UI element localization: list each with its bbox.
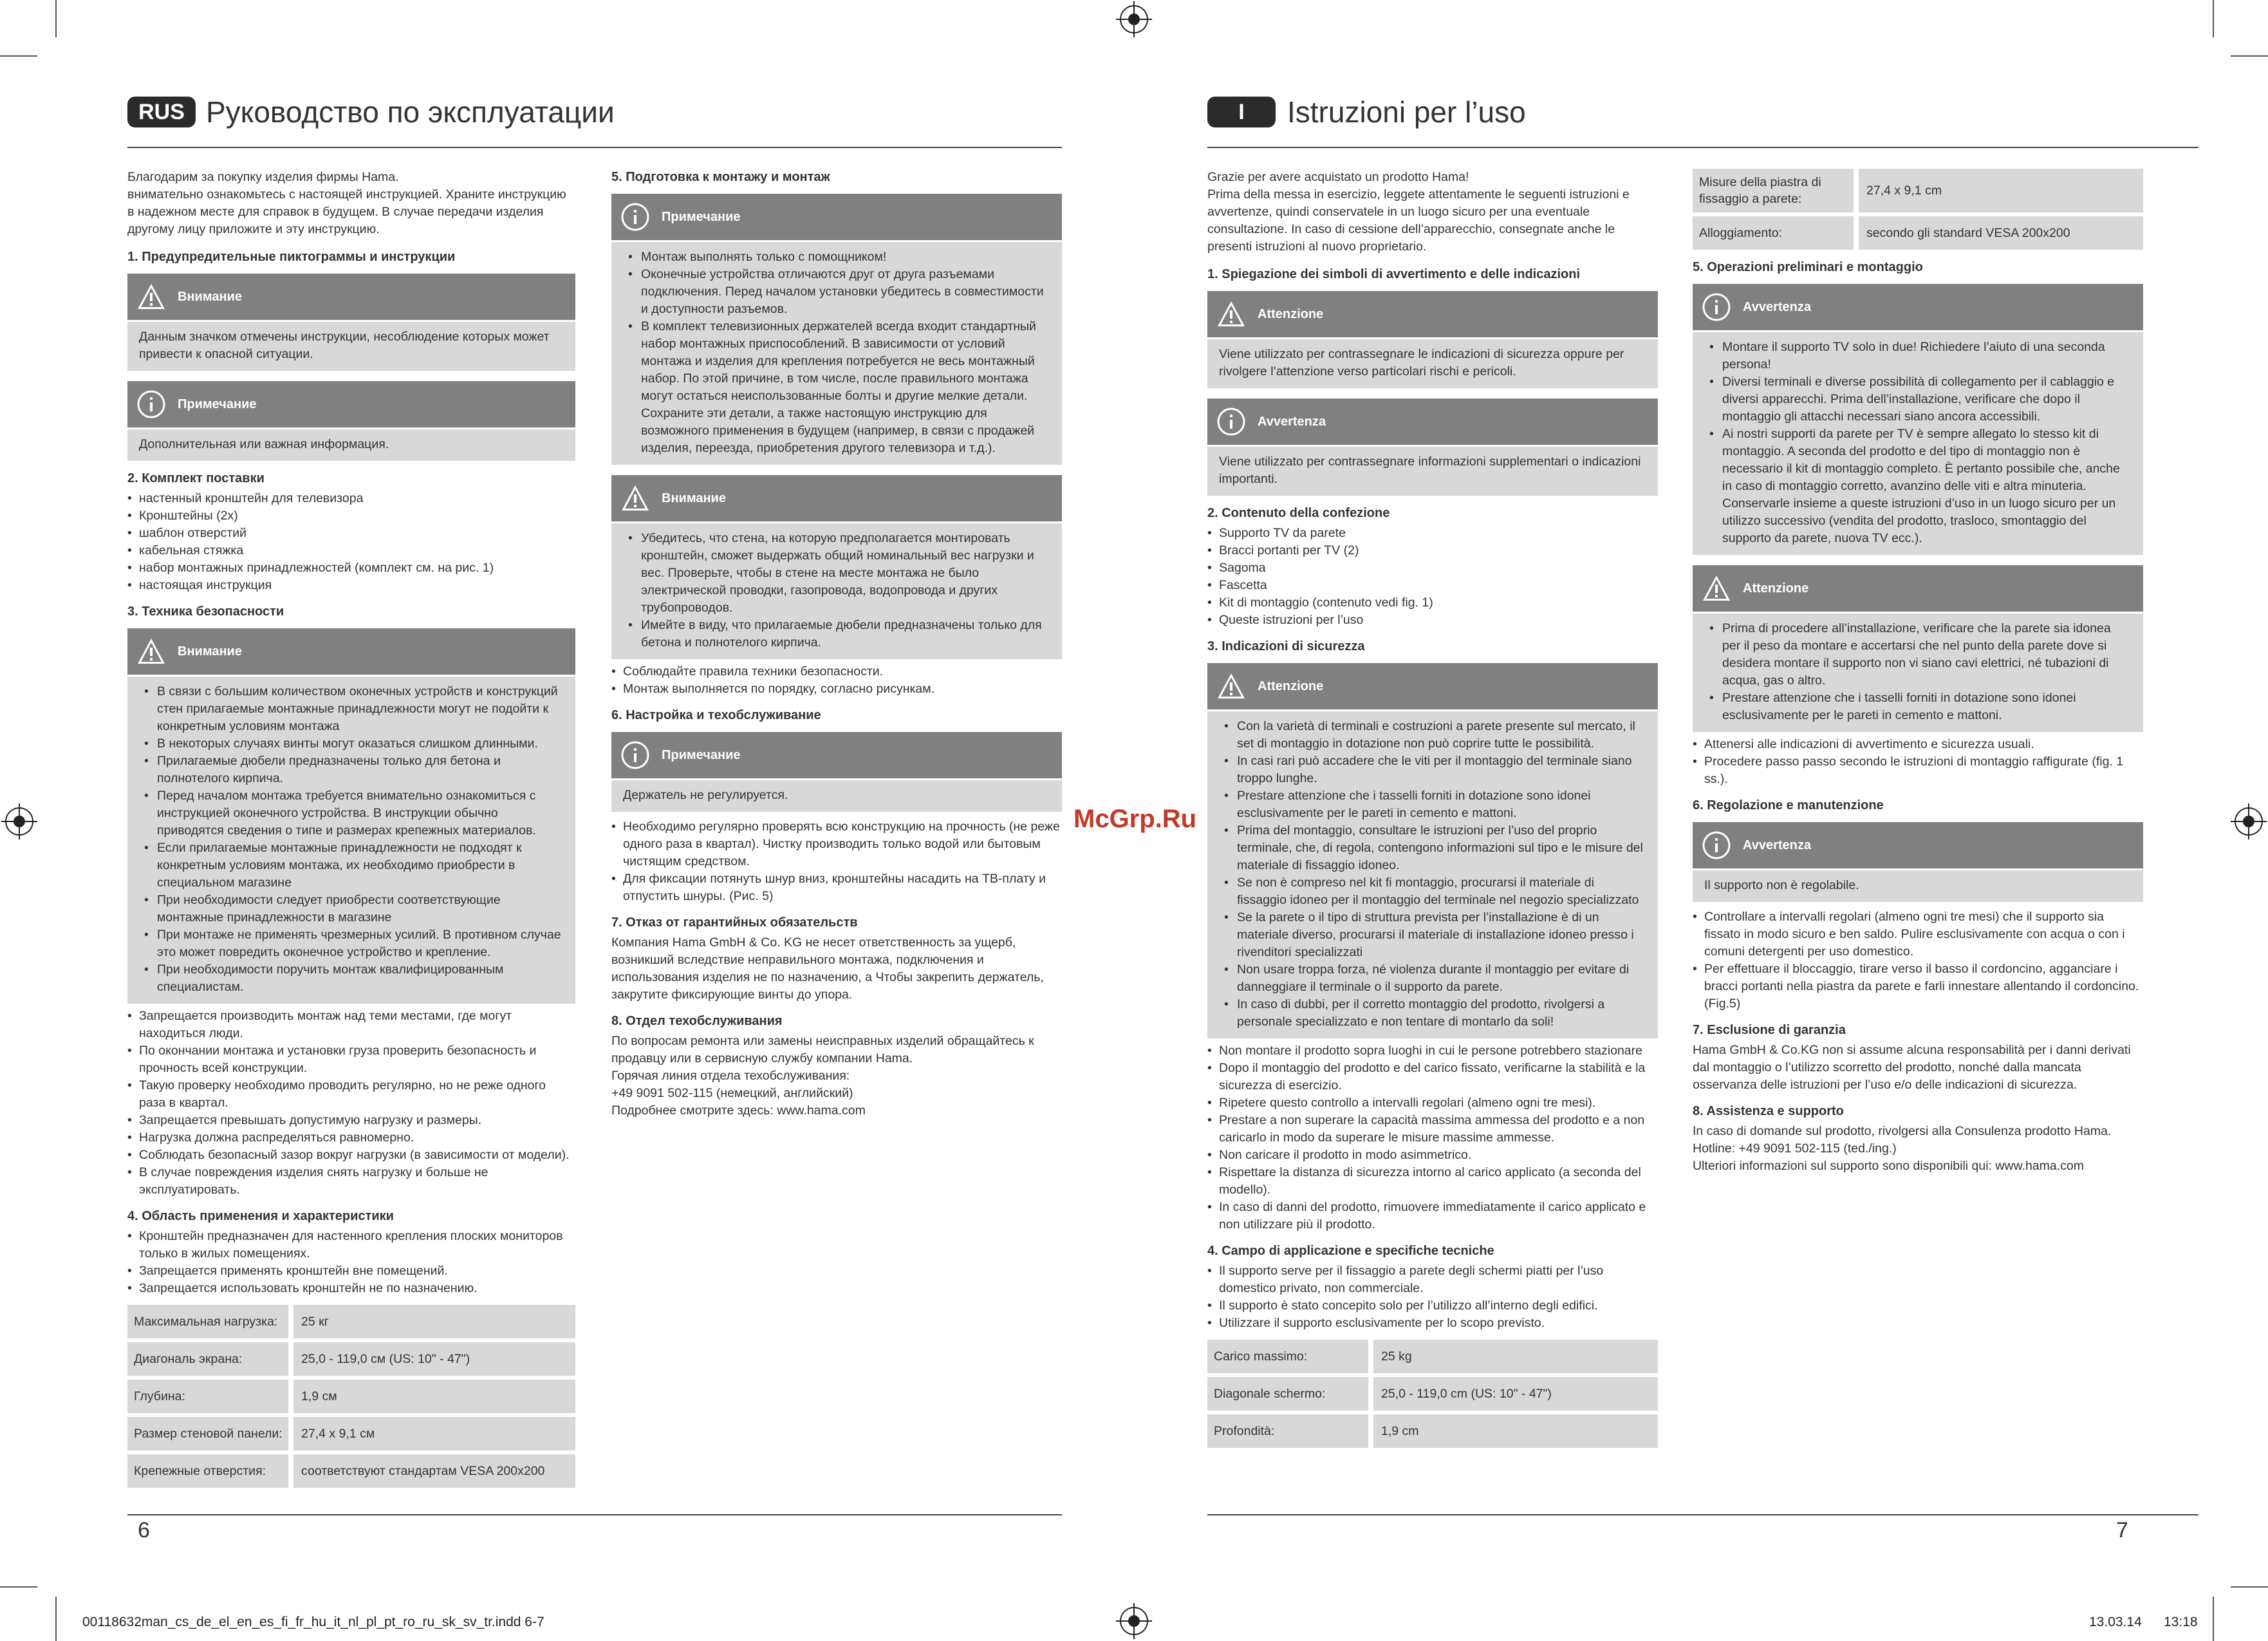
language-badge: I bbox=[1207, 97, 1276, 127]
list-item: • Запрещается использовать кронштейн не по назначению. bbox=[127, 1280, 575, 1297]
spec-value: 1,9 см bbox=[293, 1380, 575, 1413]
print-slug-file: 00118632man_cs_de_el_en_es_fi_fr_hu_it_nl_pl_pt_ro_ru_sk_sv_tr.indd 6-7 bbox=[82, 1615, 544, 1629]
section-title: 2. Contenuto della confezione bbox=[1207, 506, 1390, 520]
spec-key: Размер стеновой панели: bbox=[127, 1417, 288, 1450]
list-item: • Fascetta bbox=[1207, 577, 1658, 594]
spec-value: 27,4 x 9,1 cm bbox=[1859, 169, 2143, 212]
safety-list bbox=[1207, 1042, 1658, 1233]
page-title: Руководство по эксплуатации bbox=[206, 95, 615, 129]
list-item: • Кронштейн предназначен для настенного крепления плоских мониторов только в жилых помещениях. bbox=[127, 1228, 575, 1262]
list-item: • Queste istruzioni per l’uso bbox=[1207, 612, 1658, 629]
column-left bbox=[1207, 169, 1658, 1452]
list-item: • набор монтажных принадлежностей (комплект см. на рис. 1) bbox=[127, 559, 575, 577]
watermark-text: McGrp.Ru bbox=[1074, 805, 1197, 833]
list-item: • Соблюдать безопасный зазор вокруг нагрузки (в зависимости от модели). bbox=[127, 1147, 575, 1164]
warning-triangle-icon bbox=[620, 483, 650, 513]
note-label: Avvertenza bbox=[1258, 414, 1326, 429]
package-contents-list bbox=[127, 490, 575, 594]
column-right bbox=[611, 169, 1062, 1120]
mounting-list bbox=[611, 663, 1062, 698]
note-box-body: Держатель не регулируется. bbox=[611, 780, 1062, 812]
info-circle-icon bbox=[136, 389, 166, 419]
section-title: 8. Assistenza e supporto bbox=[1693, 1104, 1844, 1118]
footer-rule bbox=[127, 1514, 1062, 1515]
column-left bbox=[127, 169, 575, 1492]
table-row bbox=[1207, 1414, 1658, 1448]
note-box-header bbox=[611, 732, 1062, 778]
list-item: • Монтаж выполняется по порядку, согласно рисункам. bbox=[611, 680, 1062, 698]
warranty-text: Hama GmbH & Co.KG non si assume alcuna responsabilità per i danni derivati dal montaggio o l’utilizzo scorretto del prodotto, nonché dalla mancata osservanza delle istruzioni per l’uso e/o delle indicazioni di sicurezza. bbox=[1693, 1043, 2131, 1092]
list-item: • настенный кронштейн для телевизора bbox=[127, 490, 575, 507]
section-title: 6. Настройка и техобслуживание bbox=[611, 708, 821, 722]
section-title: 1. Предупредительные пиктограммы и инструкции bbox=[127, 250, 456, 264]
list-item: • Запрещается превышать допустимую нагрузку и размеры. bbox=[127, 1112, 575, 1129]
list-item: • Diversi terminali e diverse possibilità di collegamento per il cablaggio e diversi apparecchi. Prima dell’installazione, verificare che dopo il montaggio gli attacchi necessari siano ancora accessibili. bbox=[1704, 373, 2132, 426]
info-circle-icon bbox=[620, 740, 650, 770]
language-badge: RUS bbox=[127, 97, 196, 127]
list-item: • In casi rari può accadere che le viti per il montaggio del terminale siano troppo lunghe. bbox=[1219, 753, 1646, 787]
spec-value: соответствуют стандартам VESA 200x200 bbox=[293, 1454, 575, 1488]
print-slug-date: 13.03.14 bbox=[2089, 1615, 2142, 1629]
list-item: • Con la varietà di terminali e costruzioni a parete presente sul mercato, il set di montaggio in dotazione non può coprire tutte le possibilità. bbox=[1219, 718, 1646, 753]
maintenance-list bbox=[611, 818, 1062, 905]
note-label: Avvertenza bbox=[1743, 838, 1811, 852]
warning-box-body bbox=[127, 677, 575, 1004]
note-box-body: Viene utilizzato per contrassegnare informazioni supplementari o indicazioni importanti. bbox=[1207, 447, 1658, 496]
list-item: • Для фиксации потянуть шнур вниз, кронштейны насадить на ТВ-плату и отпустить шнуры. (Рис. 5) bbox=[611, 870, 1062, 905]
intro-paragraph: внимательно ознакомьтесь с настоящей инструкцией. Храните инструкцию в надежном месте для справок в будущем. В случае передачи изделия другому лицу приложите и эту инструкцию. bbox=[127, 187, 566, 236]
list-item: • Se non è compreso nel kit fi montaggio, procurarsi il materiale di fissaggio idoneo per il montaggio del terminale nel negozio specializzato bbox=[1219, 874, 1646, 909]
list-item: • В случае повреждения изделия снять нагрузку и больше не эксплуатировать. bbox=[127, 1164, 575, 1199]
header-rule bbox=[127, 147, 1062, 148]
list-item: • Il supporto è stato concepito solo per l’utilizzo all’interno degli edifici. bbox=[1207, 1297, 1658, 1315]
service-line: Подробнее смотрите здесь: www.hama.com bbox=[611, 1103, 866, 1118]
list-item: • Non usare troppa forza, né violenza durante il montaggio per evitare di danneggiare il terminale o il supporto da parete. bbox=[1219, 961, 1646, 996]
spec-value: 27,4 x 9,1 см bbox=[293, 1417, 575, 1450]
info-circle-icon bbox=[620, 202, 650, 232]
page-number: 7 bbox=[2116, 1518, 2128, 1543]
warning-label: Attenzione bbox=[1743, 581, 1809, 595]
application-list bbox=[127, 1228, 575, 1297]
section-title: 7. Esclusione di garanzia bbox=[1693, 1023, 1846, 1037]
section-title: 2. Комплект поставки bbox=[127, 471, 265, 485]
service-line: Hotline: +49 9091 502-115 (ted./ing.) bbox=[1693, 1141, 1897, 1156]
list-item: • Prestare a non superare la capacità massima ammessa del prodotto e a non caricarlo in modo da superare le misure massime ammesse. bbox=[1207, 1112, 1658, 1147]
list-item: • Dopo il montaggio del prodotto e del carico fissato, verificarne la stabilità e la sicurezza di esercizio. bbox=[1207, 1060, 1658, 1094]
list-item: • Если прилагаемые монтажные принадлежности не подходят к конкретным условиям монтажа, их необходимо приобрести в специальном магазине bbox=[139, 839, 564, 892]
list-item: • In caso di dubbi, per il corretto montaggio del prodotto, rivolgersi a personale specializzato e non tentare di montarlo da soli! bbox=[1219, 996, 1646, 1031]
service-line: In caso di domande sul prodotto, rivolgersi alla Consulenza prodotto Hama. bbox=[1693, 1124, 2112, 1138]
list-item: • В комплект телевизионных держателей всегда входит стандартный набор монтажных приспособлений. В зависимости от условий монтажа и изделия для крепления потребуется не весь монтажный набор. По этой причине, в том числе, после правильного монтажа могут остаться неиспользованные болты и другие мелкие детали. Сохраните эти детали, а также настоящую инструкцию для возможного применения в будущем (например, в связи с продажей изделия, переезда, приобретения другого телевизора и т.д.). bbox=[623, 318, 1050, 457]
warranty-text: Компания Hama GmbH & Co. KG не несет ответственность за ущерб, возникший вследствие неправильного монтажа, подключения и использования изделия не по назначению, а Чтобы закрепить держатель, закрутите фиксирующие винты до упора. bbox=[611, 935, 1044, 1002]
safety-list bbox=[127, 1008, 575, 1199]
spec-key: Диагональ экрана: bbox=[127, 1342, 288, 1376]
list-item: • Кронштейны (2x) bbox=[127, 507, 575, 525]
list-item: • шаблон отверстий bbox=[127, 525, 575, 542]
table-row bbox=[127, 1417, 575, 1450]
list-item: • Prima di procedere all’installazione, verificare che la parete sia idonea per il peso da montare e accertarsi che nel punto della parete dove si desidera montare il supporto non vi siano cavi elettrici, né tubazioni di acqua, gas o altro. bbox=[1704, 620, 2132, 689]
page-italian bbox=[1134, 0, 2268, 1641]
info-circle-icon bbox=[1216, 407, 1246, 436]
table-row bbox=[127, 1342, 575, 1376]
section-title: 6. Regolazione e manutenzione bbox=[1693, 798, 1884, 812]
note-label: Примечание bbox=[178, 397, 257, 411]
list-item: • Запрещается применять кронштейн вне помещений. bbox=[127, 1262, 575, 1280]
note-box-header bbox=[611, 194, 1062, 240]
list-item: • Non montare il prodotto sopra luoghi in cui le persone potrebbero stazionare bbox=[1207, 1042, 1658, 1060]
section-title: 4. Campo di applicazione e specifiche tecniche bbox=[1207, 1244, 1494, 1258]
table-row bbox=[1207, 1340, 1658, 1373]
package-contents-list bbox=[1207, 525, 1658, 629]
section-title: 3. Техника безопасности bbox=[127, 605, 284, 619]
page-title: Istruzioni per l’uso bbox=[1287, 95, 1526, 129]
list-item: • В связи с большим количеством оконечных устройств и конструкций стен прилагаемые монтажные принадлежности могут не подойти к конкретным условиям монтажа bbox=[139, 683, 564, 735]
warning-triangle-icon bbox=[136, 637, 166, 666]
warning-box-body bbox=[1693, 614, 2143, 732]
spec-key: Misure della piastra di fissaggio a parete: bbox=[1693, 169, 1854, 212]
section-title: 8. Отдел техобслуживания bbox=[611, 1014, 783, 1028]
section-title: 5. Operazioni preliminari e montaggio bbox=[1693, 260, 1923, 274]
list-item: • Убедитесь, что стена, на которую предполагается монтировать кронштейн, сможет выдержать общий номинальный вес нагрузки и вес. Проверьте, чтобы в стене на месте монтажа не было электрической проводки, газопровода, водопровода и других трубопроводов. bbox=[623, 530, 1050, 617]
application-list bbox=[1207, 1262, 1658, 1332]
note-label: Avvertenza bbox=[1743, 299, 1811, 314]
note-box-header bbox=[1207, 399, 1658, 445]
table-row bbox=[127, 1454, 575, 1488]
table-row bbox=[1693, 216, 2143, 250]
footer-rule bbox=[1207, 1514, 2198, 1515]
note-label: Примечание bbox=[662, 209, 741, 224]
spec-key: Diagonale schermo: bbox=[1207, 1377, 1368, 1411]
spec-value: 25 кг bbox=[293, 1305, 575, 1338]
list-item: • Запрещается производить монтаж над теми местами, где могут находиться люди. bbox=[127, 1008, 575, 1042]
spec-key: Alloggiamento: bbox=[1693, 216, 1854, 250]
warning-box-header bbox=[127, 274, 575, 320]
list-item: • Utilizzare il supporto esclusivamente per lo scopo previsto. bbox=[1207, 1315, 1658, 1332]
note-box-header bbox=[1693, 284, 2143, 330]
warning-box-body: Данным значком отмечены инструкции, несоблюдение которых может привести к опасной ситуации. bbox=[127, 322, 575, 371]
note-box-body bbox=[1693, 332, 2143, 555]
list-item: • Procedere passo passo secondo le istruzioni di montaggio raffigurate (fig. 1 ss.). bbox=[1693, 753, 2143, 788]
warning-box-header bbox=[1207, 663, 1658, 709]
list-item: • Прилагаемые дюбели предназначены только для бетона и полнотелого кирпича. bbox=[139, 753, 564, 787]
list-item: • Перед началом монтажа требуется внимательно ознакомиться с инструкцией оконечного устройства. В инструкции обычно приводятся сведения о типе и размерах крепежных материалов. bbox=[139, 787, 564, 839]
section-title: 5. Подготовка к монтажу и монтаж bbox=[611, 170, 830, 184]
service-line: По вопросам ремонта или замены неисправных изделий обращайтесь к продавцу или в сервисную службу компании Hama. bbox=[611, 1034, 1034, 1065]
column-right bbox=[1693, 169, 2143, 1175]
intro-line: Grazie per avere acquistato un prodotto Hama! bbox=[1207, 170, 1469, 184]
list-item: • Монтаж выполнять только с помощником! bbox=[623, 248, 1050, 266]
warning-triangle-icon bbox=[1216, 299, 1246, 329]
list-item: • Non caricare il prodotto in modo asimmetrico. bbox=[1207, 1147, 1658, 1164]
list-item: • Bracci portanti per TV (2) bbox=[1207, 542, 1658, 559]
warning-box-header bbox=[1207, 291, 1658, 337]
warning-box-body bbox=[1207, 711, 1658, 1038]
list-item: • Prima del montaggio, consultare le istruzioni per l’uso del proprio terminale, che, di regola, contengono informazioni sul tipo e le misure del materiale di fissaggio idoneo. bbox=[1219, 822, 1646, 874]
header-rule bbox=[1207, 147, 2198, 148]
spec-key: Крепежные отверстия: bbox=[127, 1454, 288, 1488]
info-circle-icon bbox=[1702, 830, 1731, 860]
page-number: 6 bbox=[138, 1518, 150, 1543]
maintenance-list bbox=[1693, 908, 2143, 1013]
list-item: • Rispettare la distanza di sicurezza intorno al carico applicato (a seconda del modello). bbox=[1207, 1164, 1658, 1199]
note-box-header bbox=[127, 381, 575, 427]
list-item: • Ai nostri supporti da parete per TV è sempre allegato lo stesso kit di montaggio. A seconda del prodotto e del tipo di montaggio non è necessario il kit di montaggio completo. È pertanto possibile che, anche in caso di montaggio corretto, avanzino delle viti e altra minuteria. Conservarle insieme a queste istruzioni d’uso in un luogo sicuro per un utilizzo successivo (vendita del prodotto, trasloco, smontaggio del supporto da parete, nuova TV ecc.). bbox=[1704, 426, 2132, 547]
table-row bbox=[1693, 169, 2143, 212]
spec-key: Profondità: bbox=[1207, 1414, 1368, 1448]
warning-box-header bbox=[1693, 565, 2143, 612]
spec-table-continued bbox=[1693, 169, 2143, 250]
warning-label: Attenzione bbox=[1258, 306, 1324, 321]
list-item: • Соблюдайте правила техники безопасности. bbox=[611, 663, 1062, 680]
spec-table bbox=[127, 1305, 575, 1488]
note-box-body: Il supporto non è regolabile. bbox=[1693, 870, 2143, 902]
spec-value: 1,9 cm bbox=[1373, 1414, 1658, 1448]
note-box-header bbox=[1693, 822, 2143, 868]
list-item: • При необходимости следует приобрести соответствующие монтажные принадлежности в магазине bbox=[139, 892, 564, 926]
warning-label: Attenzione bbox=[1258, 679, 1324, 693]
list-item: • Attenersi alle indicazioni di avvertimento e sicurezza usuali. bbox=[1693, 736, 2143, 753]
list-item: • Il supporto serve per il fissaggio a parete degli schermi piatti per l’uso domestico privato, non commerciale. bbox=[1207, 1262, 1658, 1297]
print-slug-time: 13:18 bbox=[2164, 1615, 2198, 1629]
warning-label: Внимание bbox=[178, 289, 242, 304]
warning-box-header bbox=[611, 475, 1062, 521]
spec-value: secondo gli standard VESA 200x200 bbox=[1859, 216, 2143, 250]
warning-label: Внимание bbox=[178, 644, 242, 659]
list-item: • Нагрузка должна распределяться равномерно. bbox=[127, 1129, 575, 1147]
list-item: • Per effettuare il bloccaggio, tirare verso il basso il cordoncino, agganciare i bracci portanti nella piastra da parete e farli innestare allentando il cordoncino. (Fig.5) bbox=[1693, 961, 2143, 1013]
spec-value: 25,0 - 119,0 cm (US: 10" - 47") bbox=[1373, 1377, 1658, 1411]
list-item: • Controllare a intervalli regolari (almeno ogni tre mesi) che il supporto sia fissato in modo sicuro e ben saldo. Pulire esclusivamente con acqua o con i comuni detergenti per uso domestico. bbox=[1693, 908, 2143, 961]
section-title: 4. Область применения и характеристики bbox=[127, 1209, 394, 1223]
list-item: • Такую проверку необходимо проводить регулярно, но не реже одного раза в квартал. bbox=[127, 1077, 575, 1112]
intro-line: Благодарим за покупку изделия фирмы Hama. bbox=[127, 170, 399, 184]
list-item: • Необходимо регулярно проверять всю конструкцию на прочность (не реже одного раза в квартал). Чистку производить только водой или бытовым чистящим средством. bbox=[611, 818, 1062, 870]
section-title: 1. Spiegazione dei simboli di avvertimento e delle indicazioni bbox=[1207, 267, 1581, 281]
list-item: • Имейте в виду, что прилагаемые дюбели предназначены только для бетона и полнотелого кирпича. bbox=[623, 617, 1050, 652]
list-item: • настоящая инструкция bbox=[127, 577, 575, 594]
list-item: • При необходимости поручить монтаж квалифицированным специалистам. bbox=[139, 961, 564, 996]
list-item: • По окончании монтажа и установки груза проверить безопасность и прочность всей конструкции. bbox=[127, 1042, 575, 1077]
list-item: • кабельная стяжка bbox=[127, 542, 575, 559]
list-item: • Supporto TV da parete bbox=[1207, 525, 1658, 542]
warning-box-body: Viene utilizzato per contrassegnare le indicazioni di sicurezza oppure per rivolgere l’attenzione verso particolari rischi e pericoli. bbox=[1207, 339, 1658, 388]
spec-key: Максимальная нагрузка: bbox=[127, 1305, 288, 1338]
warning-triangle-icon bbox=[136, 282, 166, 312]
warning-triangle-icon bbox=[1216, 671, 1246, 701]
table-row bbox=[1207, 1377, 1658, 1411]
list-item: • Ripetere questo controllo a intervalli regolari (almeno ogni tre mesi). bbox=[1207, 1094, 1658, 1112]
list-item: • Prestare attenzione che i tasselli forniti in dotazione sono idonei esclusivamente per le pareti in cemento e mattoni. bbox=[1704, 689, 2132, 724]
spec-value: 25 kg bbox=[1373, 1340, 1658, 1373]
list-item: • В некоторых случаях винты могут оказаться слишком длинными. bbox=[139, 735, 564, 753]
service-line: Горячая линия отдела техобслуживания: bbox=[611, 1069, 850, 1083]
list-item: • При монтаже не применять чрезмерных усилий. В противном случае это может повредить оконечное устройство и крепление. bbox=[139, 926, 564, 961]
list-item: • Kit di montaggio (contenuto vedi fig. 1) bbox=[1207, 594, 1658, 612]
spec-table bbox=[1207, 1340, 1658, 1448]
warning-box-body bbox=[611, 523, 1062, 659]
spec-key: Carico massimo: bbox=[1207, 1340, 1368, 1373]
warning-label: Внимание bbox=[662, 491, 726, 505]
section-title: 3. Indicazioni di sicurezza bbox=[1207, 639, 1365, 653]
note-box-body bbox=[611, 242, 1062, 465]
warning-triangle-icon bbox=[1702, 574, 1731, 603]
note-box-body: Дополнительная или важная информация. bbox=[127, 429, 575, 461]
table-row bbox=[127, 1305, 575, 1338]
list-item: • Montare il supporto TV solo in due! Richiedere l’aiuto di una seconda persona! bbox=[1704, 339, 2132, 373]
note-label: Примечание bbox=[662, 747, 741, 762]
service-line: Ulteriori informazioni sul supporto sono disponibili qui: www.hama.com bbox=[1693, 1159, 2085, 1173]
spec-value: 25,0 - 119,0 см (US: 10" - 47") bbox=[293, 1342, 575, 1376]
intro-paragraph: Prima della messa in esercizio, leggete attentamente le seguenti istruzioni e avvertenze, quindi conservatele in un luogo sicuro per una eventuale consultazione. In caso di cessione dell’apparecchio, consegnate anche le presenti istruzioni al nuovo proprietario. bbox=[1207, 187, 1630, 254]
list-item: • Sagoma bbox=[1207, 559, 1658, 577]
spec-key: Глубина: bbox=[127, 1380, 288, 1413]
table-row bbox=[127, 1380, 575, 1413]
service-line: +49 9091 502-115 (немецкий, английский) bbox=[611, 1086, 853, 1100]
list-item: • Оконечные устройства отличаются друг от друга разъемами подключения. Перед началом установки убедитесь в совместимости и доступности разъемов. bbox=[623, 266, 1050, 318]
list-item: • Se la parete o il tipo di struttura prevista per l’installazione è di un materiale diverso, procurarsi il materiale di installazione idoneo presso i rivenditori specializzati bbox=[1219, 909, 1646, 961]
warning-box-header bbox=[127, 628, 575, 675]
info-circle-icon bbox=[1702, 292, 1731, 322]
mounting-list bbox=[1693, 736, 2143, 788]
list-item: • Prestare attenzione che i tasselli forniti in dotazione sono idonei esclusivamente per le pareti in cemento e mattoni. bbox=[1219, 787, 1646, 822]
section-title: 7. Отказ от гарантийных обязательств bbox=[611, 915, 858, 930]
list-item: • In caso di danni del prodotto, rimuovere immediatamente il carico applicato e non utilizzare più il prodotto. bbox=[1207, 1199, 1658, 1233]
